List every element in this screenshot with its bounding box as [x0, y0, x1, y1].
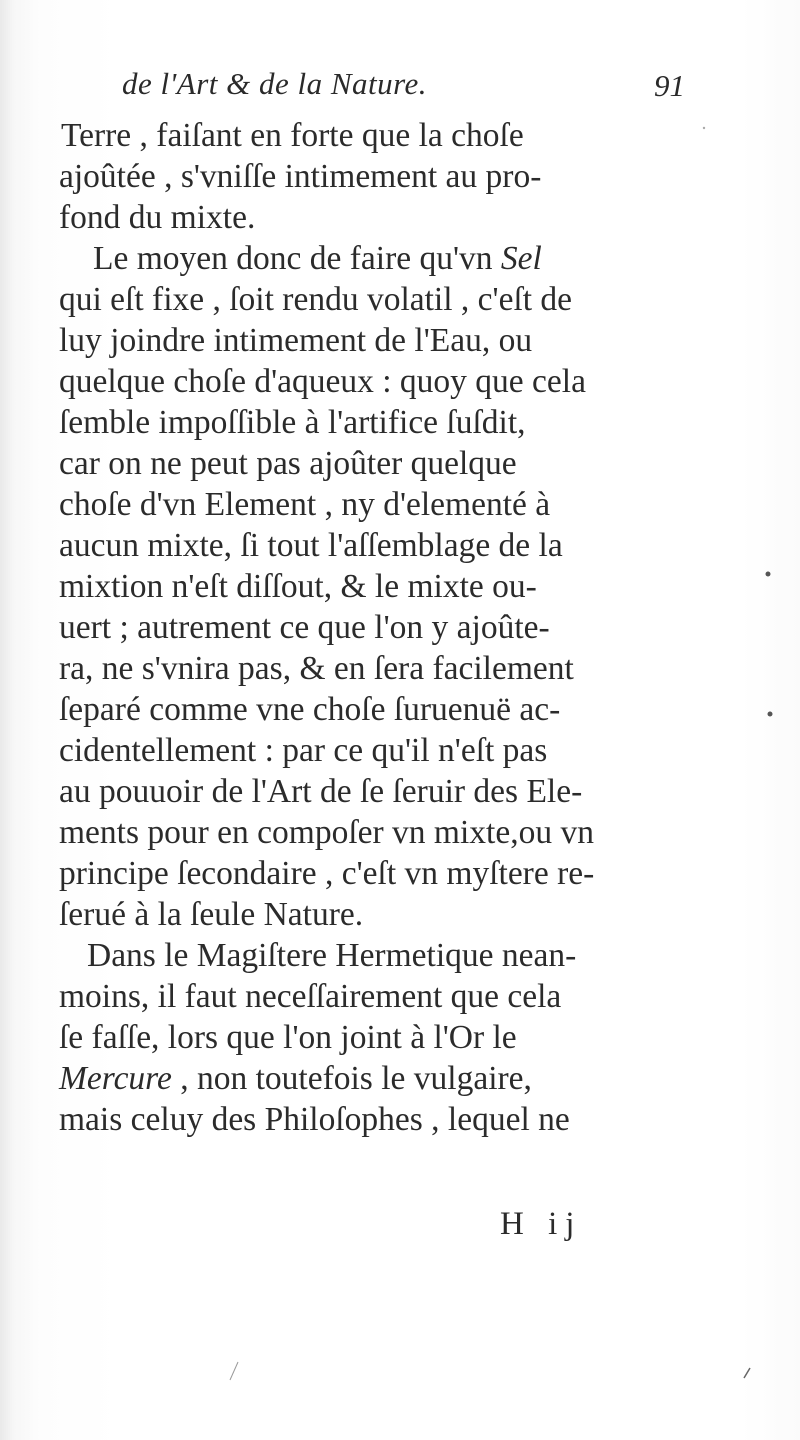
- text-line: au pouuoir de l'Art de ſe ſeruir des Ele-: [59, 773, 583, 810]
- text-line: ments pour en compoſer vn mixte,ou vn: [59, 814, 594, 851]
- text-line: aucun mixte, ſi tout l'aſſemblage de la: [59, 527, 563, 564]
- text-line: ſeparé comme vne choſe ſuruenuë ac-: [59, 691, 561, 728]
- text-line: ra, ne s'vnira pas, & en ſera facilement: [59, 650, 574, 687]
- text-line: uert ; autrement ce que l'on y ajoûte-: [59, 609, 550, 646]
- text-line: fond du mixte.: [59, 199, 256, 236]
- catchword: H ij: [500, 1206, 583, 1242]
- text-line: quelque choſe d'aqueux : quoy que cela: [59, 363, 586, 400]
- text-line: Dans le Magiſtere Hermetique nean-: [87, 937, 577, 974]
- text-line: Le moyen donc de faire qu'vn Sel: [93, 240, 542, 277]
- running-head: [122, 66, 685, 106]
- text-line: ajoûtée , s'vniſſe intimement au pro-: [59, 158, 542, 195]
- text-line: Mercure , non toutefois le vulgaire,: [59, 1060, 532, 1097]
- running-title: de l'Art & de la Nature.: [122, 66, 428, 101]
- page-number: 91: [654, 68, 685, 103]
- text-line: cidentellement : par ce qu'il n'eſt pas: [59, 732, 548, 769]
- text-line: ſe faſſe, lors que l'on joint à l'Or le: [59, 1019, 517, 1056]
- text-line: moins, il faut neceſſairement que cela: [59, 978, 562, 1015]
- ink-speck: [766, 572, 771, 577]
- italic-word: Sel: [500, 240, 542, 277]
- text-line: principe ſecondaire , c'eſt vn myſtere re-: [59, 855, 595, 892]
- ink-speck: [768, 712, 773, 717]
- text-line: ſemble impoſſible à l'artifice ſuſdit,: [59, 404, 526, 441]
- text-line: car on ne peut pas ajoûter quelque: [59, 445, 517, 482]
- text-line: qui eſt fixe , ſoit rendu volatil , c'eſt de: [59, 281, 573, 318]
- text-line: ſerué à la ſeule Nature.: [59, 896, 364, 933]
- text-line: choſe d'vn Element , ny d'elementé à: [59, 486, 551, 523]
- ink-speck: [744, 1368, 750, 1378]
- italic-word: Mercure: [59, 1060, 172, 1097]
- text-line: mixtion n'eſt diſſout, & le mixte ou-: [59, 568, 537, 605]
- ink-speck: [230, 1362, 238, 1380]
- text-line: luy joindre intimement de l'Eau, ou: [59, 322, 533, 359]
- ink-speck: [703, 127, 705, 129]
- text-line: Terre , faiſant en forte que la choſe: [61, 117, 524, 154]
- text-line: mais celuy des Philoſophes , lequel ne: [59, 1101, 570, 1138]
